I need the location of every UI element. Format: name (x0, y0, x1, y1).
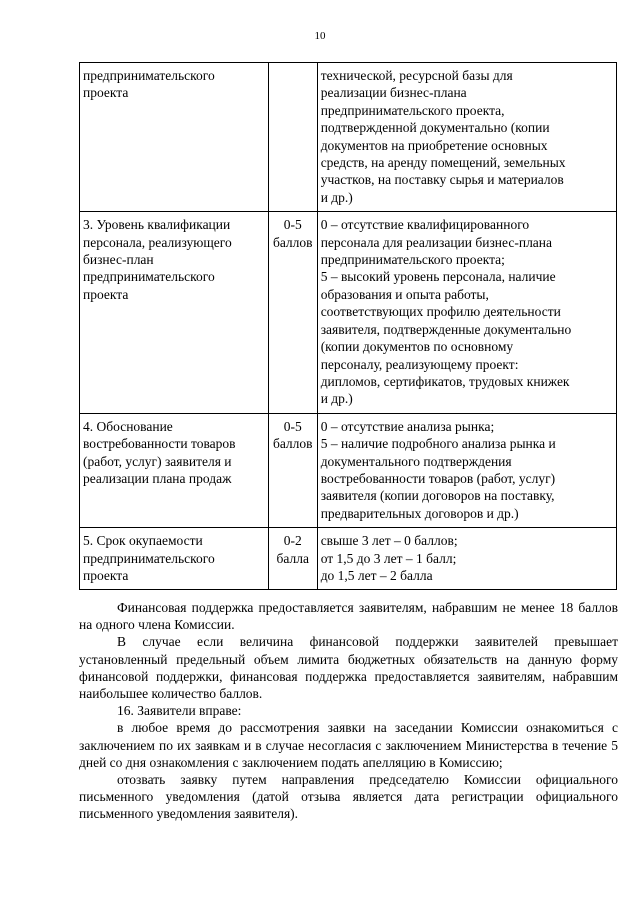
description-cell (317, 63, 616, 212)
description-line: документального подтверждения (320, 453, 512, 469)
criterion-cell (80, 212, 269, 413)
description-line: персонала для реализации бизнес-плана (320, 234, 553, 250)
score-cell (268, 413, 317, 527)
table-row (80, 212, 617, 413)
table-row (80, 63, 617, 212)
criterion-line: проекта (83, 85, 129, 101)
description-line: участков, на поставку сырья и материалов (320, 172, 564, 188)
score-line: баллов (272, 234, 313, 250)
description-line: (копии документов по основному (320, 339, 514, 355)
description-line: от 1,5 до 3 лет – 1 балл; (320, 550, 457, 566)
description-cell (317, 413, 616, 527)
score-line: 0-5 (283, 217, 302, 233)
criterion-line: востребованности товаров (83, 436, 236, 452)
criterion-line: предпринимательского (83, 68, 215, 83)
description-line: свыше 3 лет – 0 баллов; (320, 533, 458, 549)
criterion-line: 4. Обоснование (83, 418, 173, 434)
criterion-line: персонала, реализующего (83, 234, 232, 250)
description-line: 0 – отсутствие квалифицированного (320, 217, 530, 233)
score-cell (268, 63, 317, 212)
score-line: балла (276, 550, 309, 566)
paragraph-right-review: в любое время до рассмотрения заявки на заседании Комиссии ознакомиться с заключением по их заявкам и в случае несогласия с заключением Министерства в течение 5 дней со дня ознакомления с заключением подать апелляцию в Комиссию; (79, 720, 618, 770)
criterion-cell (80, 528, 269, 590)
description-line: предпринимательского проекта; (320, 252, 505, 268)
body-text (79, 599, 618, 823)
score-line: 0-2 (283, 533, 302, 549)
description-line: подтвержденной документально (копии (320, 120, 550, 136)
criterion-cell (80, 63, 269, 212)
score-line: 0-5 (283, 418, 302, 434)
criteria-table (79, 62, 617, 590)
criterion-line: (работ, услуг) заявителя и (83, 453, 232, 469)
description-cell (317, 528, 616, 590)
criterion-line: реализации плана продаж (83, 470, 232, 486)
page-number: 10 (314, 30, 326, 42)
description-line: 5 – наличие подробного анализа рынка и (320, 436, 556, 452)
criterion-line: бизнес-план (83, 252, 154, 268)
description-line: реализации бизнес-плана (320, 85, 467, 101)
description-line: документов на приобретение основных (320, 137, 548, 153)
description-line: до 1,5 лет – 2 балла (320, 567, 433, 583)
description-line: предпринимательского проекта, (320, 102, 505, 118)
description-cell (317, 212, 616, 413)
description-line: средств, на аренду помещений, земельных (320, 155, 566, 171)
description-line: дипломов, сертификатов, трудовых книжек (320, 373, 570, 389)
criterion-line: 5. Срок окупаемости (83, 533, 203, 549)
description-line: 0 – отсутствие анализа рынка; (320, 418, 495, 434)
description-line: персоналу, реализующему проект: (320, 356, 519, 372)
score-line: баллов (272, 436, 313, 452)
criterion-line: 3. Уровень квалификации (83, 217, 231, 233)
score-cell (268, 528, 317, 590)
description-line: соответствующих профилю деятельности (320, 304, 561, 320)
paragraph-budget-limit: В случае если величина финансовой поддержки заявителей превышает установленный предельный объем лимита бюджетных обязательств на данную форму финансовой поддержки, финансовая поддержка предоставляется заявителям, набравшим наибольшее количество баллов. (79, 634, 618, 702)
table-row (80, 528, 617, 590)
criterion-cell (80, 413, 269, 527)
description-line: заявителя, подтвержденные документально (320, 321, 572, 337)
description-line: заявителя (копии договоров на поставку, (320, 488, 555, 504)
criterion-line: предпринимательского (83, 269, 215, 285)
paragraph-right-withdraw: отозвать заявку путем направления председателю Комиссии официального письменного уведомления (датой отзыва является дата регистрации официального письменного уведомления заявителя). (79, 772, 618, 822)
description-line: 5 – высокий уровень персонала, наличие (320, 269, 556, 285)
description-line: образования и опыта работы, (320, 286, 489, 302)
description-line: и др.) (320, 189, 353, 205)
criterion-line: проекта (83, 286, 129, 302)
description-line: технической, ресурсной базы для (320, 68, 513, 83)
paragraph-applicants-rights-heading: 16. Заявители вправе: (117, 703, 242, 719)
table-row (80, 413, 617, 527)
description-line: предварительных договоров и др.) (320, 505, 519, 521)
paragraph-financial-support: Финансовая поддержка предоставляется заявителям, набравшим не менее 18 баллов на одного члена Комиссии. (79, 600, 618, 633)
criterion-line: проекта (83, 567, 129, 583)
score-cell (268, 212, 317, 413)
description-line: и др.) (320, 391, 353, 407)
description-line: востребованности товаров (работ, услуг) (320, 470, 556, 486)
criterion-line: предпринимательского (83, 550, 215, 566)
